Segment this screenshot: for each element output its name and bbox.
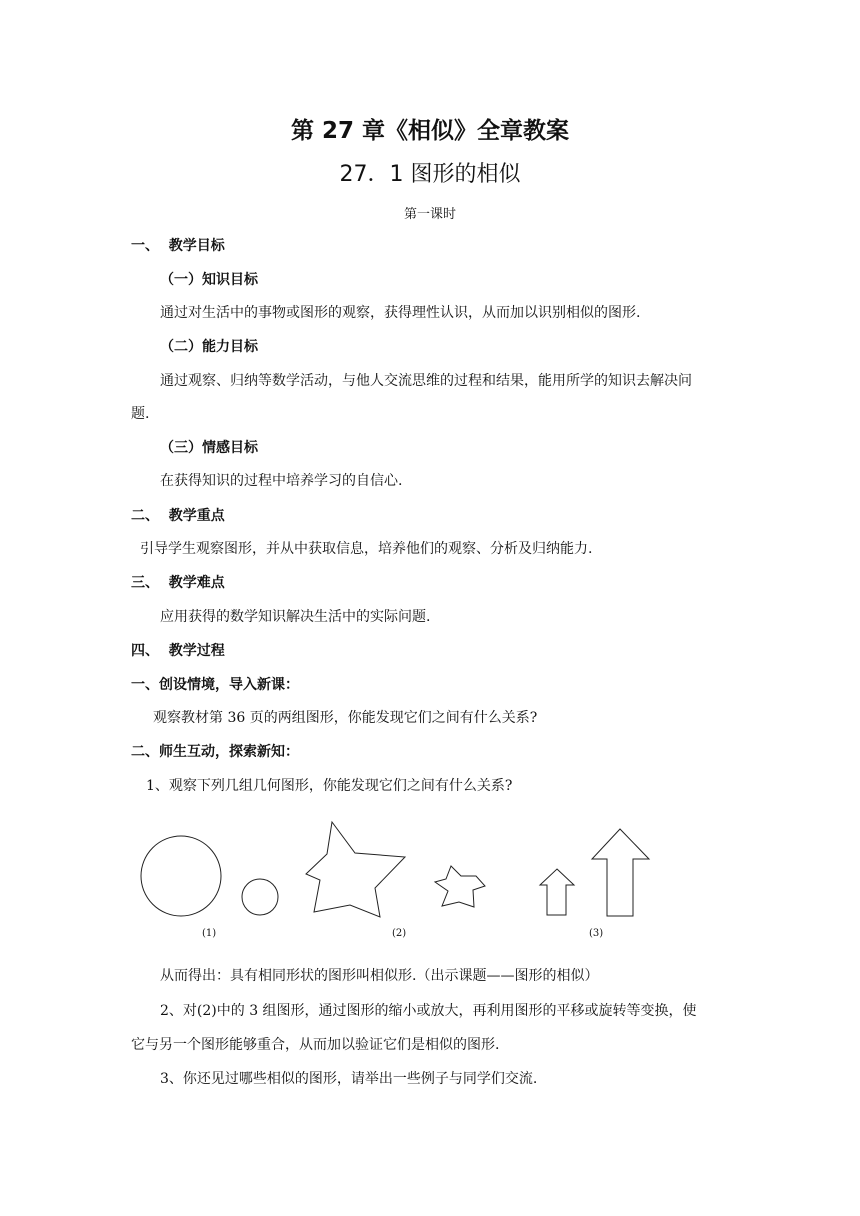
lesson-label: 第一课时 bbox=[403, 207, 456, 222]
large-star bbox=[306, 822, 405, 917]
paragraph-ability-1: 通过观察、归纳等数学活动，与他人交流思维的过程和结果，能用所学的知识去解决问 bbox=[160, 373, 692, 389]
paragraph-ability-2: 题. bbox=[131, 406, 150, 422]
small-star bbox=[435, 866, 485, 907]
small-circle bbox=[242, 879, 278, 915]
small-arrow bbox=[540, 869, 574, 915]
figure-caption-1: (1) bbox=[202, 928, 217, 939]
paragraph-intro: 观察教材第 36 页的两组图形，你能发现它们之间有什么关系? bbox=[153, 710, 538, 726]
figure-caption-2: (2) bbox=[392, 928, 407, 939]
heading-key-points: 二、 教学重点 bbox=[131, 508, 225, 524]
paragraph-emotion: 在获得知识的过程中培养学习的自信心. bbox=[160, 473, 403, 489]
subheading-emotion: （三）情感目标 bbox=[160, 440, 258, 456]
document-title: 第 27 章《相似》全章教案 bbox=[290, 118, 570, 144]
paragraph-knowledge: 通过对生活中的事物或图形的观察，获得理性认识，从而加以识别相似的图形. bbox=[160, 305, 641, 321]
figure-caption-3: (3) bbox=[589, 928, 604, 939]
large-circle bbox=[141, 836, 221, 916]
heading-difficulties: 三、 教学难点 bbox=[131, 575, 225, 591]
paragraph-difficulties: 应用获得的数学知识解决生活中的实际问题. bbox=[160, 609, 431, 625]
heading-explore: 二、师生互动，探索新知： bbox=[131, 744, 299, 760]
question-3: 3、你还见过哪些相似的图形，请举出一些例子与同学们交流. bbox=[160, 1071, 538, 1087]
question-1: 1、观察下列几组几何图形，你能发现它们之间有什么关系? bbox=[146, 778, 513, 794]
subheading-ability: （二）能力目标 bbox=[160, 339, 258, 355]
paragraph-key-points: 引导学生观察图形，并从中获取信息，培养他们的观察、分析及归纳能力. bbox=[140, 541, 593, 557]
section-title: 27．1 图形的相似 bbox=[339, 162, 521, 187]
question-2-line-1: 2、对(2)中的 3 组图形，通过图形的缩小或放大，再利用图形的平移或旋转等变换，使 bbox=[160, 1003, 697, 1019]
heading-intro: 一、创设情境，导入新课： bbox=[131, 677, 299, 693]
question-2-line-2: 它与另一个图形能够重合，从而加以验证它们是相似的图形. bbox=[131, 1037, 500, 1053]
large-arrow bbox=[592, 829, 649, 916]
heading-objectives: 一、 教学目标 bbox=[131, 238, 225, 254]
heading-process: 四、 教学过程 bbox=[131, 643, 225, 659]
conclusion: 从而得出：具有相同形状的图形叫相似形.（出示课题——图形的相似） bbox=[160, 968, 599, 984]
subheading-knowledge: （一）知识目标 bbox=[160, 272, 258, 288]
